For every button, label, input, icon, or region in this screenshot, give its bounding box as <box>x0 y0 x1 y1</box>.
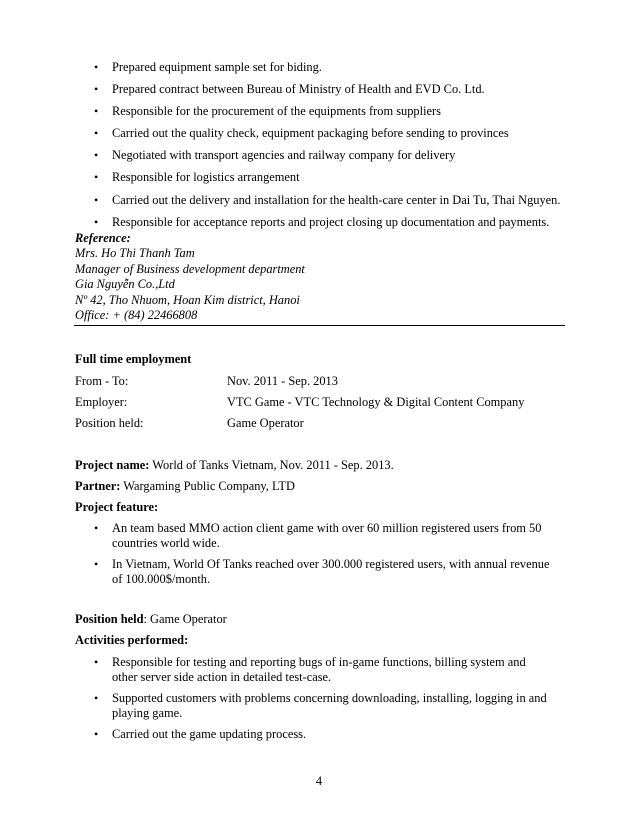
reference-address: Nº 42, Tho Nhuom, Hoan Kim district, Hanoi <box>75 292 300 307</box>
position-value: : Game Operator <box>143 612 227 626</box>
list-item: • In Vietnam, World Of Tanks reached over 300.000 registered users, with annual revenue of 100.000$/month. <box>74 557 554 587</box>
reference-title: Manager of Business development department <box>75 261 305 276</box>
list-item: • Responsible for the procurement of the equipments from suppliers <box>74 104 574 119</box>
row-value: Nov. 2011 - Sep. 2013 <box>227 374 338 388</box>
responsibilities-list <box>74 60 574 237</box>
list-item: • Responsible for testing and reporting bugs of in-game functions, billing system and other server side action in detailed test-case. <box>74 655 554 685</box>
reference-phone: Office: + (84) 22466808 <box>75 308 198 323</box>
row-label: From - To: <box>75 374 129 388</box>
row-value: Game Operator <box>227 416 304 430</box>
list-item: • Carried out the game updating process. <box>74 727 554 742</box>
employment-heading: Full time employment <box>75 352 192 366</box>
position-label: Position held <box>75 612 144 626</box>
activities-list <box>74 655 554 748</box>
project-features-list <box>74 521 554 593</box>
page-number: 4 <box>315 774 323 788</box>
list-item: • An team based MMO action client game with over 60 million registered users from 50 countries world wide. <box>74 521 554 551</box>
project-name-line <box>75 458 394 473</box>
list-item: • Responsible for logistics arrangement <box>74 170 574 185</box>
reference-name: Mrs. Ho Thi Thanh Tam <box>75 246 195 261</box>
list-item: • Carried out the delivery and installation for the health-care center in Dai Tu, Thai Nguyen. <box>74 193 574 208</box>
list-item: • Prepared equipment sample set for biding. <box>74 60 574 75</box>
reference-company: Gia Nguyễn Co.,Ltd <box>75 277 175 292</box>
partner-label: Partner: <box>75 479 121 493</box>
list-item: • Prepared contract between Bureau of Ministry of Health and EVD Co. Ltd. <box>74 82 574 97</box>
project-name-label: Project name: <box>75 458 150 472</box>
row-label: Employer: <box>75 395 128 409</box>
list-item: • Responsible for acceptance reports and project closing up documentation and payments. <box>74 215 574 230</box>
position-line <box>75 612 227 627</box>
reference-block <box>75 231 565 323</box>
row-value: VTC Game - VTC Technology & Digital Content Company <box>227 395 525 409</box>
section-divider <box>74 325 565 326</box>
reference-heading: Reference: <box>75 231 131 245</box>
activities-heading: Activities performed: <box>75 633 189 647</box>
project-name-value: World of Tanks Vietnam, Nov. 2011 - Sep. 2013. <box>149 458 394 472</box>
list-item: • Supported customers with problems concerning downloading, installing, logging in and playing game. <box>74 691 554 721</box>
partner-line <box>75 479 295 494</box>
list-item: • Negotiated with transport agencies and railway company for delivery <box>74 148 574 163</box>
project-feature-heading: Project feature: <box>75 500 159 514</box>
list-item: • Carried out the quality check, equipment packaging before sending to provinces <box>74 126 574 141</box>
partner-value: Wargaming Public Company, LTD <box>120 479 295 493</box>
row-label: Position held: <box>75 416 144 430</box>
